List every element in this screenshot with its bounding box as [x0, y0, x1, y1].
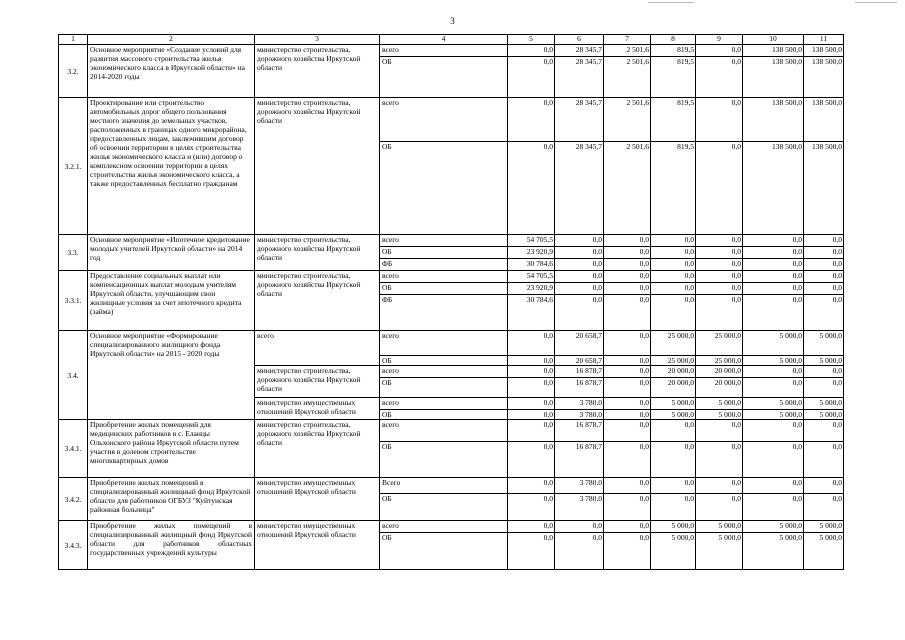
executor-cell: министерство строительства, дорожного хозяйства Иркутской области — [255, 235, 380, 271]
amount-cell: 0,0 — [508, 398, 555, 410]
amount-cell: 5 000,0 — [651, 398, 696, 410]
amount-cell: 0,0 — [555, 247, 604, 259]
amount-cell: 5 000,0 — [743, 533, 804, 570]
measure-code: 3.4.3. — [59, 521, 88, 570]
amount-cell: 5 000,0 — [804, 356, 844, 366]
measure-code: 3.4. — [59, 331, 88, 420]
amount-cell: 28 345,7 — [555, 57, 604, 98]
amount-cell: 0,0 — [743, 271, 804, 283]
amount-cell: 138 500,0 — [743, 98, 804, 142]
funding-table — [58, 34, 844, 570]
amount-cell: 0,0 — [508, 478, 555, 494]
amount-cell: 138 500,0 — [804, 98, 844, 142]
amount-cell: 138 500,0 — [804, 57, 844, 98]
header-cell: 7 — [604, 35, 651, 45]
amount-cell: 138 500,0 — [804, 45, 844, 57]
amount-cell: 0,0 — [604, 283, 651, 295]
executor-cell: министерство строительства, дорожного хозяйства Иркутской области — [255, 271, 380, 331]
header-cell: 10 — [743, 35, 804, 45]
amount-cell: 0,0 — [555, 271, 604, 283]
executor-cell: министерство строительства, дорожного хозяйства Иркутской области — [255, 366, 380, 398]
amount-cell: 5 000,0 — [696, 410, 743, 420]
amount-cell: 0,0 — [508, 494, 555, 521]
amount-cell: 5 000,0 — [651, 521, 696, 533]
amount-cell: 3 780,0 — [555, 410, 604, 420]
amount-cell: 0,0 — [604, 259, 651, 271]
amount-cell: 30 784,6 — [508, 259, 555, 271]
amount-cell: 0,0 — [604, 378, 651, 398]
amount-cell: 0,0 — [604, 410, 651, 420]
amount-cell: 5 000,0 — [804, 533, 844, 570]
amount-cell: 0,0 — [604, 247, 651, 259]
amount-cell: 0,0 — [743, 295, 804, 331]
amount-cell: 0,0 — [508, 521, 555, 533]
amount-cell: 0,0 — [555, 295, 604, 331]
amount-cell: 0,0 — [555, 235, 604, 247]
page-number: 3 — [450, 16, 455, 26]
amount-cell: 20 000,0 — [651, 378, 696, 398]
amount-cell: 5 000,0 — [743, 331, 804, 356]
funding-source: ОБ — [380, 356, 508, 366]
amount-cell: 0,0 — [604, 295, 651, 331]
amount-cell: 138 500,0 — [743, 142, 804, 235]
amount-cell: 0,0 — [604, 331, 651, 356]
amount-cell: 0,0 — [555, 259, 604, 271]
amount-cell: 0,0 — [604, 494, 651, 521]
amount-cell: 16 878,7 — [555, 420, 604, 442]
amount-cell: 0,0 — [508, 378, 555, 398]
amount-cell: 0,0 — [651, 494, 696, 521]
measure-code: 3.4.1. — [59, 420, 88, 478]
amount-cell: 0,0 — [555, 533, 604, 570]
amount-cell: 5 000,0 — [804, 398, 844, 410]
amount-cell: 0,0 — [743, 420, 804, 442]
amount-cell: 0,0 — [508, 45, 555, 57]
amount-cell: 20 658,7 — [555, 331, 604, 356]
amount-cell: 0,0 — [696, 271, 743, 283]
amount-cell: 0,0 — [696, 494, 743, 521]
funding-source: ОБ — [380, 247, 508, 259]
amount-cell: 28 345,7 — [555, 45, 604, 57]
header-cell: 3 — [255, 35, 380, 45]
amount-cell: 20 000,0 — [696, 366, 743, 378]
amount-cell: 0,0 — [651, 235, 696, 247]
amount-cell: 5 000,0 — [743, 410, 804, 420]
funding-source: всего — [380, 420, 508, 442]
scan-artifact — [855, 2, 897, 3]
amount-cell: 819,5 — [651, 57, 696, 98]
amount-cell: 54 705,5 — [508, 235, 555, 247]
measure-name: Приобретение жилых помещений для медицинских работников в с. Еланцы Ольхонского района Иркутской области путем участия в долевом строительстве многоквартирных домов — [88, 420, 255, 478]
table-row — [59, 98, 844, 142]
measure-code: 3.2. — [59, 45, 88, 98]
funding-source: всего — [380, 45, 508, 57]
amount-cell: 0,0 — [604, 271, 651, 283]
scan-artifact — [648, 2, 694, 3]
funding-source: всего — [380, 366, 508, 378]
amount-cell: 0,0 — [696, 45, 743, 57]
amount-cell: 5 000,0 — [696, 398, 743, 410]
amount-cell: 2 501,6 — [604, 142, 651, 235]
measure-code: 3.3.1. — [59, 271, 88, 331]
amount-cell: 0,0 — [604, 356, 651, 366]
funding-source: ОБ — [380, 494, 508, 521]
measure-code: 3.3. — [59, 235, 88, 271]
amount-cell: 819,5 — [651, 45, 696, 57]
amount-cell: 5 000,0 — [804, 410, 844, 420]
amount-cell: 16 878,7 — [555, 366, 604, 378]
amount-cell: 0,0 — [804, 235, 844, 247]
amount-cell: 0,0 — [604, 366, 651, 378]
table-row — [59, 521, 844, 533]
header-cell: 8 — [651, 35, 696, 45]
measure-code: 3.4.2. — [59, 478, 88, 521]
amount-cell: 30 784,6 — [508, 295, 555, 331]
funding-source: всего — [380, 271, 508, 283]
funding-source: всего — [380, 521, 508, 533]
amount-cell: 0,0 — [508, 331, 555, 356]
amount-cell: 0,0 — [555, 521, 604, 533]
executor-cell: министерство имущественных отношений Иркутской области — [255, 478, 380, 521]
header-cell: 9 — [696, 35, 743, 45]
table-row — [59, 235, 844, 247]
amount-cell: 0,0 — [743, 366, 804, 378]
amount-cell: 0,0 — [651, 283, 696, 295]
executor-cell: министерство имущественных отношений Иркутской области — [255, 521, 380, 570]
funding-source: ОБ — [380, 410, 508, 420]
amount-cell: 0,0 — [604, 521, 651, 533]
amount-cell: 16 878,7 — [555, 378, 604, 398]
header-row — [59, 35, 844, 45]
amount-cell: 0,0 — [651, 259, 696, 271]
amount-cell: 0,0 — [804, 295, 844, 331]
amount-cell: 138 500,0 — [804, 142, 844, 235]
amount-cell: 0,0 — [696, 478, 743, 494]
header-cell: 5 — [508, 35, 555, 45]
amount-cell: 0,0 — [696, 142, 743, 235]
amount-cell: 0,0 — [743, 235, 804, 247]
amount-cell: 819,5 — [651, 142, 696, 235]
amount-cell: 138 500,0 — [743, 57, 804, 98]
measure-name: Основное мероприятие «Формирование специализированного жилищного фонда Иркутской области» на 2015 - 2020 годы — [88, 331, 255, 420]
amount-cell: 25 000,0 — [696, 356, 743, 366]
amount-cell: 5 000,0 — [743, 398, 804, 410]
amount-cell: 0,0 — [651, 478, 696, 494]
amount-cell: 3 780,0 — [555, 398, 604, 410]
amount-cell: 0,0 — [804, 259, 844, 271]
funding-source: всего — [380, 398, 508, 410]
amount-cell: 0,0 — [651, 271, 696, 283]
amount-cell: 5 000,0 — [804, 331, 844, 356]
amount-cell: 0,0 — [804, 378, 844, 398]
amount-cell: 23 920,9 — [508, 247, 555, 259]
amount-cell: 0,0 — [508, 98, 555, 142]
header-cell: 1 — [59, 35, 88, 45]
amount-cell: 0,0 — [804, 494, 844, 521]
amount-cell: 0,0 — [743, 259, 804, 271]
amount-cell: 0,0 — [651, 442, 696, 478]
amount-cell: 0,0 — [743, 478, 804, 494]
amount-cell: 0,0 — [743, 442, 804, 478]
funding-source: всего — [380, 235, 508, 247]
amount-cell: 3 780,0 — [555, 494, 604, 521]
amount-cell: 23 920,9 — [508, 283, 555, 295]
amount-cell: 0,0 — [696, 283, 743, 295]
amount-cell: 5 000,0 — [743, 521, 804, 533]
header-cell: 4 — [380, 35, 508, 45]
amount-cell: 0,0 — [804, 271, 844, 283]
header-cell: 6 — [555, 35, 604, 45]
executor-cell: министерство строительства, дорожного хозяйства Иркутской области — [255, 45, 380, 98]
measure-name: Проектирование или строительство автомобильных дорог общего пользования местного значения до земельных участков, расположенных в границах одного микрорайона, предоставленных лицам, заключившим договор об освоении территории в целях строительства жилья экономического класса и (или) договор о комплексном освоении территории в целях строительства жилья экономического класса, а также предоставленных бесплатно гражданам — [88, 98, 255, 235]
amount-cell: 5 000,0 — [651, 533, 696, 570]
amount-cell: 0,0 — [604, 442, 651, 478]
amount-cell: 0,0 — [696, 57, 743, 98]
header-cell: 11 — [804, 35, 844, 45]
amount-cell: 0,0 — [696, 259, 743, 271]
amount-cell: 0,0 — [804, 478, 844, 494]
amount-cell: 25 000,0 — [651, 331, 696, 356]
funding-source: ОБ — [380, 142, 508, 235]
funding-source: ОБ — [380, 442, 508, 478]
amount-cell: 0,0 — [696, 442, 743, 478]
amount-cell: 3 780,0 — [555, 478, 604, 494]
amount-cell: 20 000,0 — [651, 366, 696, 378]
amount-cell: 138 500,0 — [743, 45, 804, 57]
amount-cell: 0,0 — [804, 247, 844, 259]
funding-source: ОБ — [380, 283, 508, 295]
amount-cell: 0,0 — [696, 235, 743, 247]
amount-cell: 0,0 — [508, 57, 555, 98]
table-row — [59, 478, 844, 494]
amount-cell: 0,0 — [604, 398, 651, 410]
amount-cell: 0,0 — [508, 410, 555, 420]
amount-cell: 0,0 — [743, 283, 804, 295]
amount-cell: 16 878,7 — [555, 442, 604, 478]
amount-cell: 20 658,7 — [555, 356, 604, 366]
amount-cell: 0,0 — [651, 295, 696, 331]
table-row — [59, 420, 844, 442]
amount-cell: 0,0 — [696, 247, 743, 259]
amount-cell: 0,0 — [696, 420, 743, 442]
executor-cell: министерство строительства, дорожного хозяйства Иркутской области — [255, 98, 380, 235]
measure-name: Приобретение жилых помещений в специализированный жилищный фонд Иркутской области для работников областных государственных учреждений культуры — [88, 521, 255, 570]
amount-cell: 0,0 — [508, 142, 555, 235]
amount-cell: 28 345,7 — [555, 142, 604, 235]
amount-cell: 0,0 — [604, 478, 651, 494]
amount-cell: 28 345,7 — [555, 98, 604, 142]
amount-cell: 5 000,0 — [743, 356, 804, 366]
executor-cell: министерство строительства, дорожного хозяйства Иркутской области — [255, 420, 380, 478]
amount-cell: 25 000,0 — [651, 356, 696, 366]
amount-cell: 819,5 — [651, 98, 696, 142]
header-cell: 2 — [88, 35, 255, 45]
funding-source: всего — [380, 331, 508, 356]
table-row — [59, 331, 844, 356]
executor-cell: всего — [255, 331, 380, 366]
amount-cell: 0,0 — [604, 235, 651, 247]
amount-cell: 0,0 — [743, 247, 804, 259]
amount-cell: 2 501,6 — [604, 98, 651, 142]
executor-cell: министерство имущественных отношений Иркутской области — [255, 398, 380, 420]
amount-cell: 5 000,0 — [696, 533, 743, 570]
amount-cell: 0,0 — [508, 420, 555, 442]
amount-cell: 0,0 — [604, 420, 651, 442]
measure-name: Предоставление социальных выплат или компенсационных выплат молодым учителям Иркутской области, улучшающим свои жилищные условия за счет ипотечного кредита (займа) — [88, 271, 255, 331]
amount-cell: 0,0 — [508, 356, 555, 366]
funding-source: всего — [380, 98, 508, 142]
funding-source: ФБ — [380, 295, 508, 331]
amount-cell: 2 501,6 — [604, 45, 651, 57]
amount-cell: 5 000,0 — [804, 521, 844, 533]
amount-cell: 54 705,5 — [508, 271, 555, 283]
amount-cell: 0,0 — [804, 420, 844, 442]
measure-name: Основное мероприятие «Ипотечное кредитование молодых учителей Иркутской области» на 2014 год — [88, 235, 255, 271]
funding-source: Всего — [380, 478, 508, 494]
funding-source: ОБ — [380, 378, 508, 398]
amount-cell: 5 000,0 — [651, 410, 696, 420]
amount-cell: 0,0 — [804, 366, 844, 378]
amount-cell: 0,0 — [651, 420, 696, 442]
amount-cell: 0,0 — [743, 494, 804, 521]
table-row — [59, 45, 844, 57]
funding-source: ФБ — [380, 259, 508, 271]
amount-cell: 0,0 — [743, 378, 804, 398]
amount-cell: 20 000,0 — [696, 378, 743, 398]
amount-cell: 5 000,0 — [696, 521, 743, 533]
amount-cell: 0,0 — [696, 295, 743, 331]
amount-cell: 25 000,0 — [696, 331, 743, 356]
amount-cell: 0,0 — [696, 98, 743, 142]
amount-cell: 0,0 — [651, 247, 696, 259]
table-row — [59, 271, 844, 283]
amount-cell: 0,0 — [508, 366, 555, 378]
amount-cell: 0,0 — [508, 442, 555, 478]
measure-name: Приобретение жилых помещений в специализированный жилищный фонд Иркутской области для работников ОГБУЗ "Куйтунская районная больница" — [88, 478, 255, 521]
amount-cell: 0,0 — [508, 533, 555, 570]
amount-cell: 0,0 — [555, 283, 604, 295]
amount-cell: 2 501,6 — [604, 57, 651, 98]
measure-code: 3.2.1. — [59, 98, 88, 235]
funding-source: ОБ — [380, 533, 508, 570]
amount-cell: 0,0 — [804, 442, 844, 478]
funding-source: ОБ — [380, 57, 508, 98]
amount-cell: 0,0 — [604, 533, 651, 570]
amount-cell: 0,0 — [804, 283, 844, 295]
measure-name: Основное мероприятие «Создание условий для развития массового строительства жилья экономического класса в Иркутской области» на 2014-2020 годы — [88, 45, 255, 98]
